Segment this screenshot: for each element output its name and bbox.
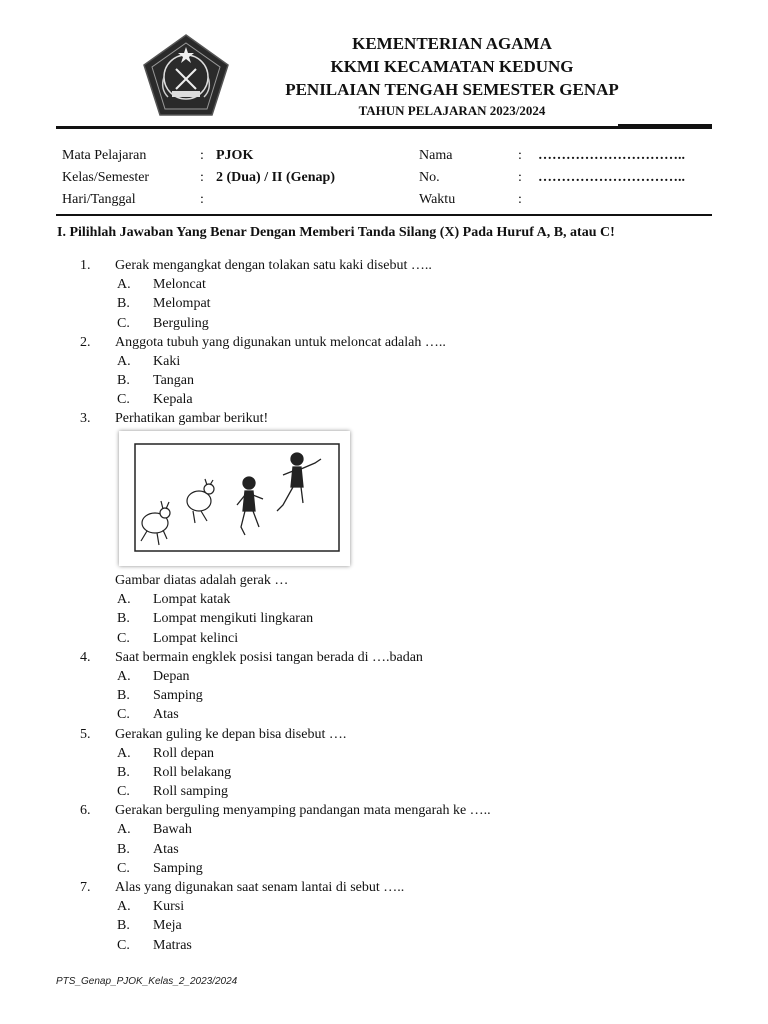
question-text: Perhatikan gambar berikut!: [115, 411, 269, 426]
question-text: Gambar diatas adalah gerak …: [115, 573, 289, 588]
option-text: Meja: [153, 918, 182, 933]
option-letter[interactable]: B.: [117, 373, 130, 388]
option-text: Meloncat: [153, 277, 206, 292]
option-text: Roll belakang: [153, 765, 232, 780]
question-text: Saat bermain engklek posisi tangan berada di ….badan: [115, 650, 423, 665]
question-number: 4.: [80, 650, 91, 665]
option-text: Kursi: [153, 899, 185, 914]
option-letter[interactable]: A.: [117, 277, 131, 292]
option-letter[interactable]: C.: [117, 784, 130, 799]
hari-value[interactable]: [216, 189, 335, 211]
option-letter[interactable]: A.: [117, 746, 131, 761]
colon: :: [518, 148, 522, 163]
option-letter[interactable]: A.: [117, 822, 131, 837]
option-letter[interactable]: A.: [117, 899, 131, 914]
option-text: Tangan: [153, 373, 195, 388]
option-text: Depan: [153, 669, 190, 684]
question-number: 1.: [80, 258, 91, 273]
option-text: Bawah: [153, 822, 192, 837]
kelas-value: 2 (Dua) / II (Genap): [216, 170, 336, 185]
no-label: No.: [419, 170, 440, 185]
option-letter[interactable]: B.: [117, 688, 130, 703]
option-text: Atas: [153, 842, 179, 857]
question-text: Alas yang digunakan saat senam lantai di sebut …..: [115, 880, 405, 895]
question-number: 7.: [80, 880, 91, 895]
waktu-label: Waktu: [419, 192, 456, 207]
child-jumping-icon: [277, 453, 321, 511]
no-value[interactable]: …………………………..: [538, 170, 685, 185]
info-colons-left: [200, 145, 204, 211]
nama-value[interactable]: …………………………..: [538, 148, 685, 163]
option-text: Roll samping: [153, 784, 229, 799]
hari-label: Hari/Tanggal: [62, 192, 136, 207]
waktu-value[interactable]: [538, 189, 685, 211]
info-labels-right: [419, 145, 455, 211]
option-text: Samping: [153, 688, 203, 703]
option-text: Atas: [153, 707, 179, 722]
info-divider: [56, 214, 712, 216]
mapel-value: PJOK: [216, 148, 254, 163]
option-letter[interactable]: B.: [117, 296, 130, 311]
option-text: Kepala: [153, 392, 193, 407]
option-text: Lompat mengikuti lingkaran: [153, 611, 314, 626]
option-letter[interactable]: B.: [117, 842, 130, 857]
option-letter[interactable]: A.: [117, 669, 131, 684]
option-letter[interactable]: C.: [117, 938, 130, 953]
option-text: Lompat kelinci: [153, 631, 239, 646]
option-letter[interactable]: B.: [117, 765, 130, 780]
header-divider-accent: [618, 124, 712, 127]
footer-filename: PTS_Genap_PJOK_Kelas_2_2023/2024: [56, 976, 238, 987]
option-letter[interactable]: C.: [117, 392, 130, 407]
colon: :: [200, 148, 204, 163]
option-letter[interactable]: C.: [117, 316, 130, 331]
colon: :: [518, 192, 522, 207]
question-number: 6.: [80, 803, 91, 818]
option-letter[interactable]: B.: [117, 918, 130, 933]
option-text: Berguling: [153, 316, 209, 331]
header-kkmi: KKMI KECAMATAN KEDUNG: [330, 57, 574, 76]
option-text: Melompat: [153, 296, 211, 311]
question-number: 5.: [80, 727, 91, 742]
option-letter[interactable]: C.: [117, 861, 130, 876]
header-divider: [56, 126, 712, 129]
option-letter[interactable]: A.: [117, 354, 131, 369]
jumping-illustration: [119, 431, 350, 566]
option-text: Samping: [153, 861, 203, 876]
kelas-label: Kelas/Semester: [62, 170, 150, 185]
colon: :: [518, 170, 522, 185]
info-labels-left: [62, 145, 149, 211]
rabbit-icon: [141, 501, 170, 545]
option-text: Lompat katak: [153, 592, 231, 607]
rabbit-icon: [187, 479, 214, 523]
info-colons-right: [518, 145, 522, 211]
jumping-figure-drawing: [119, 431, 350, 566]
question-number: 3.: [80, 411, 91, 426]
colon: :: [200, 192, 204, 207]
info-values-right: [538, 145, 685, 211]
option-text: Roll depan: [153, 746, 215, 761]
option-text: Kaki: [153, 354, 181, 369]
instruction: I. Pilihlah Jawaban Yang Benar Dengan Memberi Tanda Silang (X) Pada Huruf A, B, atau C!: [57, 225, 615, 240]
header-ministry: KEMENTERIAN AGAMA: [352, 34, 552, 53]
question-text: Gerak mengangkat dengan tolakan satu kaki disebut …..: [115, 258, 432, 273]
nama-label: Nama: [419, 148, 453, 163]
question-text: Gerakan guling ke depan bisa disebut ….: [115, 727, 347, 742]
question-number: 2.: [80, 335, 91, 350]
option-letter[interactable]: B.: [117, 611, 130, 626]
option-text: Matras: [153, 938, 192, 953]
child-jumping-icon: [237, 477, 263, 535]
question-text: Anggota tubuh yang digunakan untuk meloncat adalah …..: [115, 335, 446, 350]
question-text: Gerakan berguling menyamping pandangan mata mengarah ke …..: [115, 803, 491, 818]
header-exam-title: PENILAIAN TENGAH SEMESTER GENAP: [285, 80, 619, 99]
option-letter[interactable]: A.: [117, 592, 131, 607]
mapel-label: Mata Pelajaran: [62, 148, 147, 163]
colon: :: [200, 170, 204, 185]
option-letter[interactable]: C.: [117, 631, 130, 646]
option-letter[interactable]: C.: [117, 707, 130, 722]
info-values-left: [216, 145, 335, 211]
header-year: TAHUN PELAJARAN 2023/2024: [358, 103, 546, 118]
